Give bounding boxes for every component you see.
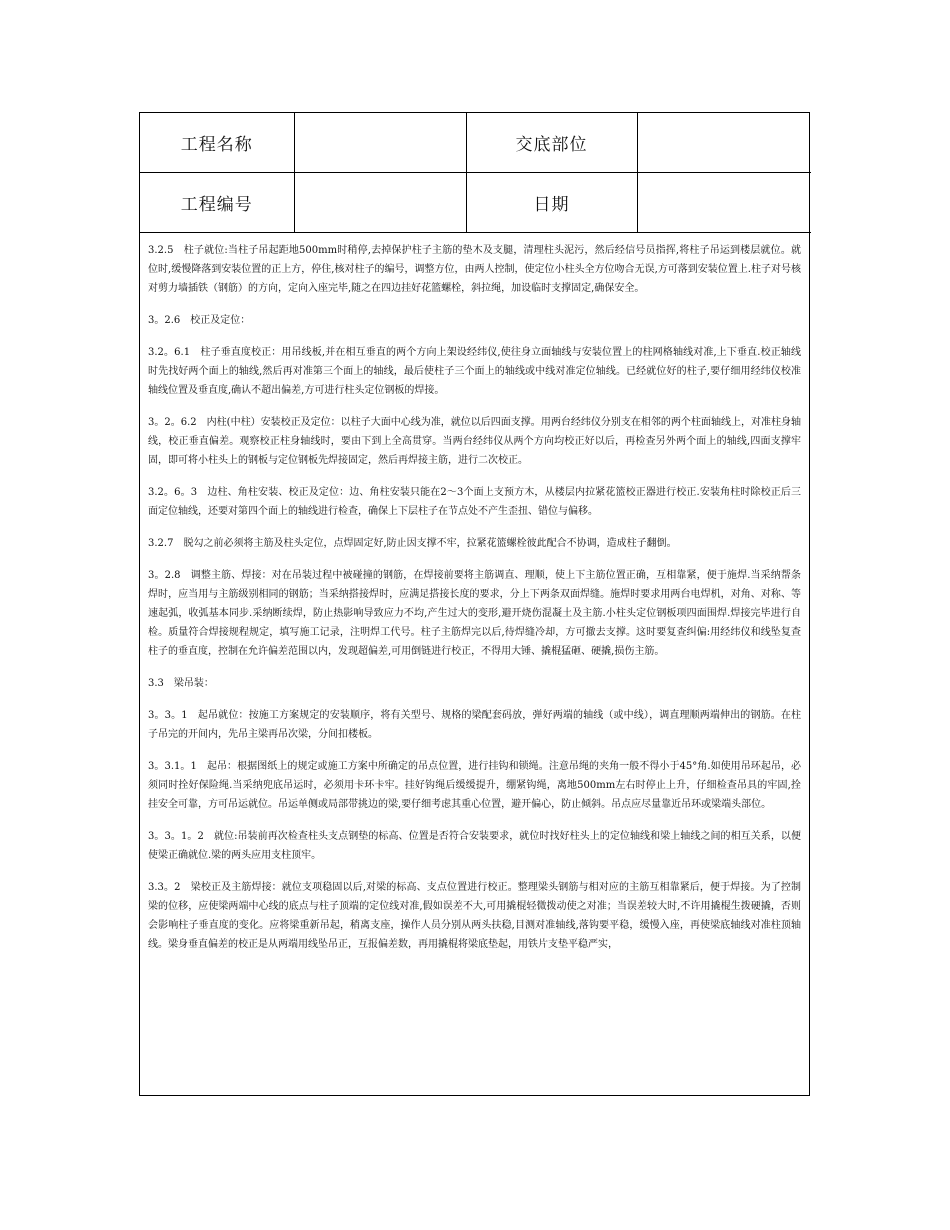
project-name-label: 工程名称 bbox=[140, 113, 294, 173]
disclosure-part-label: 交底部位 bbox=[466, 113, 637, 173]
paragraph-3-3-2: 3.3。2 梁校正及主筋焊接：就位支项稳固以后,对梁的标高、支点位置进行校正。整理梁头钢筋与相对应的主筋互相靠紧后，便于焊接。为了控制梁的位移，应使梁两端中心线的底点与柱子顶端的定位线对准,假如误差不大,可用撬棍轻微拨动使之对准；当误差较大时,不许用撬棍生拨硬撬，否则会影响柱子垂直度的变化。应将梁重新吊起，稍离支座，操作人员分别从两头扶稳,目测对准轴线,落钩要平稳，缓慢入座，再使梁底轴线对准柱顶轴线。梁身垂直偏差的校正是从两端用线坠吊正，互报偏差数，再用撬棍将梁底垫起，用铁片支垫平稳严实， bbox=[148, 882, 801, 950]
disclosure-content bbox=[140, 233, 809, 954]
paragraph-3-2-7: 3.2.7 脱勾之前必须将主筋及柱头定位，点焊固定好,防止因支撑不牢，拉紧花篮螺栓彼此配合不协调，造成柱子翻倒。 bbox=[148, 538, 677, 549]
paragraph-3-3-1: 3。3。1 起吊就位：按施工方案规定的安装顺序，将有关型号、规格的梁配套码放，弹好两端的轴线（或中线），调直理顺两端伸出的钢筋。在柱子吊完的开间内，先吊主梁再吊次梁，分间扣楼板。 bbox=[148, 710, 801, 740]
disclosure-sheet bbox=[139, 112, 810, 1096]
project-number-value bbox=[294, 173, 466, 233]
paragraph-3-2-6-2: 3。2。6.2 内柱(中柱）安装校正及定位：以柱子大面中心线为准，就位以后四面支撑。用两台经纬仪分别支在相邻的两个柱面轴线上，对准柱身轴线，校正垂直偏差。观察校正柱身轴线时，要由下到上全高贯穿。当两台经纬仪从两个方向均校正好以后，再检查另外两个面上的轴线,四面支撑牢固，即可将小柱头上的钢板与定位钢板先焊接固定，然后再焊接主筋，进行二次校正。 bbox=[148, 417, 801, 466]
paragraph-3-2-6: 3。2.6 校正及定位： bbox=[148, 315, 251, 326]
header-row-1 bbox=[140, 113, 811, 173]
header-table bbox=[140, 113, 811, 233]
date-label: 日期 bbox=[466, 173, 637, 233]
date-value bbox=[637, 173, 811, 233]
paragraph-3-2-5: 3.2.5 柱子就位:当柱子吊起距地500mm时稍停,去掉保护柱子主筋的垫木及支腿，清理柱头泥污，然后经信号员指挥,将柱子吊运到楼层就位。就位时,缓慢降落到安装位置的正上方，停住,核对柱子的编号，调整方位，由两人控制，使定位小柱头全方位吻合无误,方可落到安装位置上.柱子对号核对剪力墙插铁（钢筋）的方向，定向入座完毕,随之在四边挂好花篮螺栓，斜拉绳，加设临时支撑固定,确保安全。 bbox=[148, 245, 801, 294]
paragraph-3-2-8: 3。2.8 调整主筋、焊接：对在吊装过程中被碰撞的钢筋，在焊接前要将主筋调直、理顺，使上下主筋位置正确，互相靠紧，便于施焊.当采纳帮条焊时，应当用与主筋级别相同的钢筋；当采纳搭接焊时，应满足搭接长度的要求，分上下两条双面焊缝。施焊时要求用两台电焊机，对角、对称、等速起弧，收弧基本同步.采纳断续焊，防止热影响导致应力不均,产生过大的变形,避开烧伤混凝土及主筋.小柱头定位钢板项四面围焊.焊接完毕进行自检。质量符合焊接规程规定，填写施工记录，注明焊工代号。柱子主筋焊完以后,待焊缝冷却，方可撤去支撑。这时要复查纠偏:用经纬仪和线坠复查柱子的垂直度，控制在允许偏差范围以内，发现超偏差,可用倒链进行校正，不得用大锤、撬棍猛砸、硬撬,损伤主筋。 bbox=[148, 570, 801, 657]
paragraph-3-2-6-3: 3.2。6。3 边柱、角柱安装、校正及定位：边、角柱安装只能在2～3个面上支预方木，从楼层内拉紧花篮校正器进行校正.安装角柱时除校正后三面定位轴线，还要对第四个面上的轴线进行检查，确保上下层柱子在节点处不产生歪扭、错位与偏移。 bbox=[148, 487, 801, 517]
project-number-label: 工程编号 bbox=[140, 173, 294, 233]
paragraph-3-3-1-2: 3。3。1。2 就位:吊装前再次检查柱头支点钢垫的标高、位置是否符合安装要求，就位时找好柱头上的定位轴线和梁上轴线之间的相互关系，以便使梁正确就位.梁的两头应用支柱顶牢。 bbox=[148, 831, 801, 861]
header-row-2 bbox=[140, 173, 811, 233]
paragraph-3-3: 3.3 梁吊装： bbox=[148, 678, 214, 689]
disclosure-part-value bbox=[637, 113, 811, 173]
paragraph-3-3-1-1: 3。3.1。1 起吊：根据图纸上的规定或施工方案中所确定的吊点位置，进行挂钩和锁绳。注意吊绳的夹角一般不得小于45°角.如使用吊环起吊，必须同时拴好保险绳.当采纳兜底吊运时，必须用卡环卡牢。挂好钩绳后缓缓提升，绷紧钩绳，离地500mm左右时停止上升，仔细检查吊具的牢固,拴挂安全可靠，方可吊运就位。吊运单侧或局部带挑边的梁,要仔细考虑其重心位置，避开偏心，防止倾斜。吊点应尽量靠近吊环或梁端头部位。 bbox=[148, 761, 801, 810]
paragraph-3-2-6-1: 3.2。6.1 柱子垂直度校正：用吊线板,并在相互垂直的两个方向上架设经纬仪,使往身立面轴线与安装位置上的柱网格轴线对准,上下垂直.校正轴线时先找好两个面上的轴线,然后再对准第三个面上的轴线，最后使柱子三个面上的轴线或中线对准定位轴线。已经就位好的柱子,要仔细用经纬仪校准轴线位置及垂直度,确认不超出偏差,方可进行柱头定位钢板的焊接。 bbox=[148, 347, 801, 396]
project-name-value bbox=[294, 113, 466, 173]
